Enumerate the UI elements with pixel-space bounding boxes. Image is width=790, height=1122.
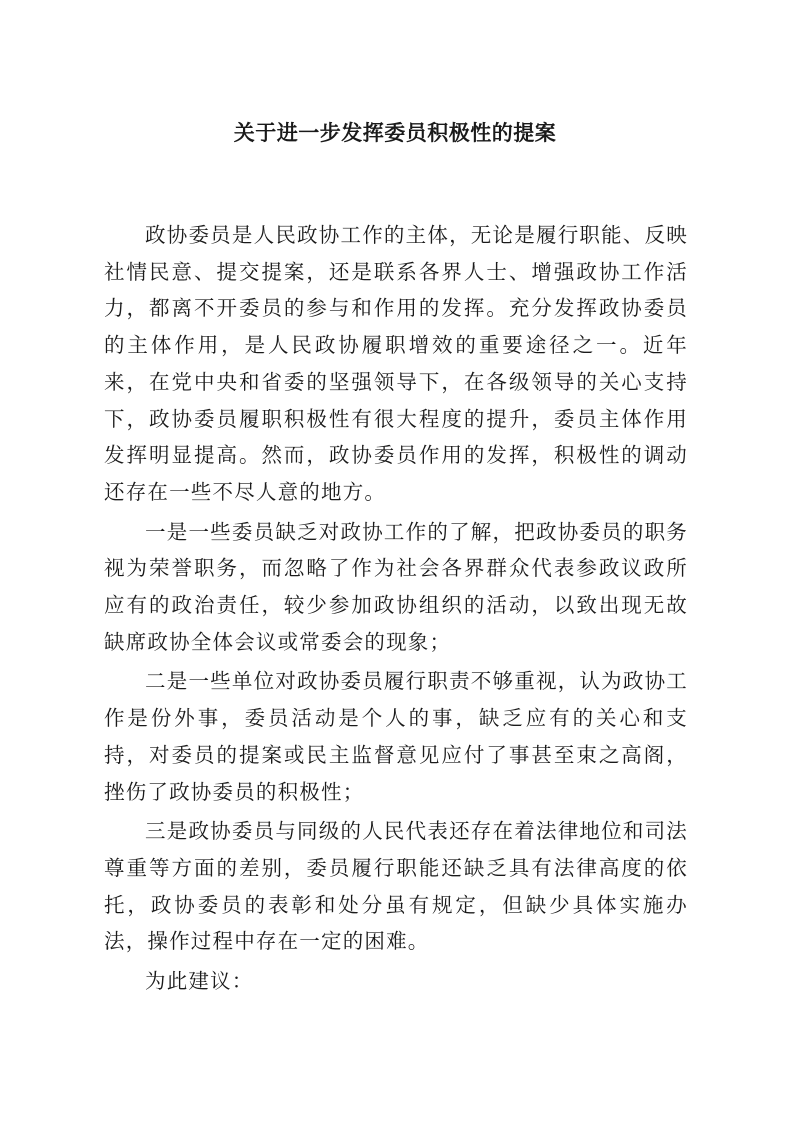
document-body <box>104 217 688 1000</box>
paragraph-intro: 政协委员是人民政协工作的主体，无论是履行职能、反映社情民意、提交提案，还是联系各界人士、增强政协工作活力，都离不开委员的参与和作用的发挥。充分发挥政协委员的主体作用，是人民政协履职增效的重要途径之一。近年来，在党中央和省委的坚强领导下，在各级领导的关心支持下，政协委员履职积极性有很大程度的提升，委员主体作用发挥明显提高。然而，政协委员作用的发挥，积极性的调动还存在一些不尽人意的地方。 <box>104 223 688 504</box>
paragraph-point-one: 一是一些委员缺乏对政协工作的了解，把政协委员的职务视为荣誉职务，而忽略了作为社会各界群众代表参政议政所应有的政治责任，较少参加政协组织的活动，以致出现无故缺席政协全体会议或常委会的现象； <box>104 519 688 654</box>
paragraph-point-two: 二是一些单位对政协委员履行职责不够重视，认为政协工作是份外事，委员活动是个人的事，缺乏应有的关心和支持，对委员的提案或民主监督意见应付了事甚至束之高阁，挫伤了政协委员的积极性； <box>104 669 688 804</box>
paragraph-point-three: 三是政协委员与同级的人民代表还存在着法律地位和司法尊重等方面的差别，委员履行职能还缺乏具有法律高度的依托，政协委员的表彰和处分虽有规定，但缺少具体实施办法，操作过程中存在一定的困难。 <box>104 819 688 954</box>
document-title: 关于进一步发挥委员积极性的提案 <box>233 121 557 145</box>
paragraph-suggestion-lead: 为此建议： <box>145 969 254 994</box>
